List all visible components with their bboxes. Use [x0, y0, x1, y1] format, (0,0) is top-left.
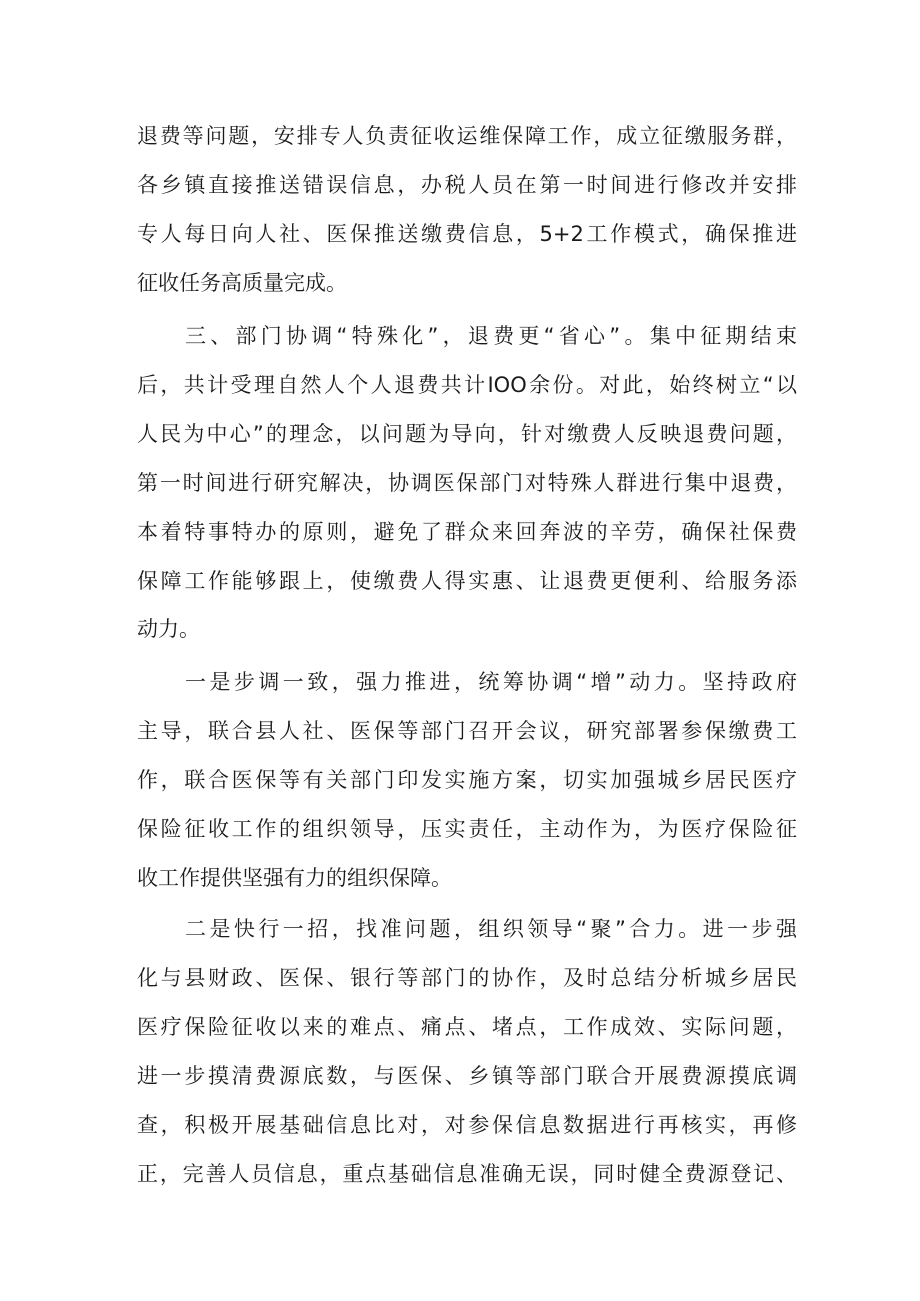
- text-line-9: 本着特事特办的原则，避免了群众来回奔波的辛劳，确保社保费: [137, 520, 797, 544]
- text-line-11: 动力。: [137, 617, 200, 641]
- text-line-14: 作，联合医保等有关部门印发实施方案，切实加强城乡居民医疗: [137, 768, 797, 792]
- text-line-1: 退费等问题，安排专人负责征收运维保障工作，成立征缴服务群，: [137, 124, 797, 148]
- paragraph-3-heading-line: 三、部门协调“特殊化”，退费更“省心”。集中征期结束: [185, 324, 797, 348]
- paragraph-one-heading-line: 一是步调一致，强力推进，统筹协调“增”动力。坚持政府: [185, 670, 797, 694]
- text-line-13: 主导，联合县人社、医保等部门召开会议，研究部署参保缴费工: [137, 719, 797, 743]
- text-line-4: 征收任务高质量完成。: [137, 271, 347, 295]
- text-line-8: 第一时间进行研究解决，协调医保部门对特殊人群进行集中退费，: [137, 471, 797, 495]
- text-line-19: 医疗保险征收以来的难点、痛点、堵点，工作成效、实际问题，: [137, 1015, 797, 1039]
- text-line-15: 保险征收工作的组织领导，压实责任，主动作为，为医疗保险征: [137, 817, 797, 841]
- text-line-10: 保障工作能够跟上，使缴费人得实惠、让退费更便利、给服务添: [137, 569, 797, 593]
- text-line-16: 收工作提供坚强有力的组织保障。: [137, 866, 452, 890]
- text-line-21: 查，积极开展基础信息比对，对参保信息数据进行再核实，再修: [137, 1113, 797, 1137]
- text-line-20: 进一步摸清费源底数，与医保、乡镇等部门联合开展费源摸底调: [137, 1064, 797, 1088]
- text-line-18: 化与县财政、医保、银行等部门的协作，及时总结分析城乡居民: [137, 966, 797, 990]
- text-line-2: 各乡镇直接推送错误信息，办税人员在第一时间进行修改并安排: [137, 173, 797, 197]
- text-line-22: 正，完善人员信息，重点基础信息准确无误，同时健全费源登记、: [137, 1162, 797, 1186]
- text-line-7: 人民为中心”的理念，以问题为导向，针对缴费人反映退费问题，: [137, 422, 797, 446]
- text-line-3: 专人每日向人社、医保推送缴费信息，5+2工作模式，确保推进: [137, 222, 797, 246]
- paragraph-two-heading-line: 二是快行一招，找准问题，组织领导“聚”合力。进一步强: [185, 917, 797, 941]
- text-line-6: 后，共计受理自然人个人退费共计IOO余份。对此，始终树立“以: [137, 373, 797, 397]
